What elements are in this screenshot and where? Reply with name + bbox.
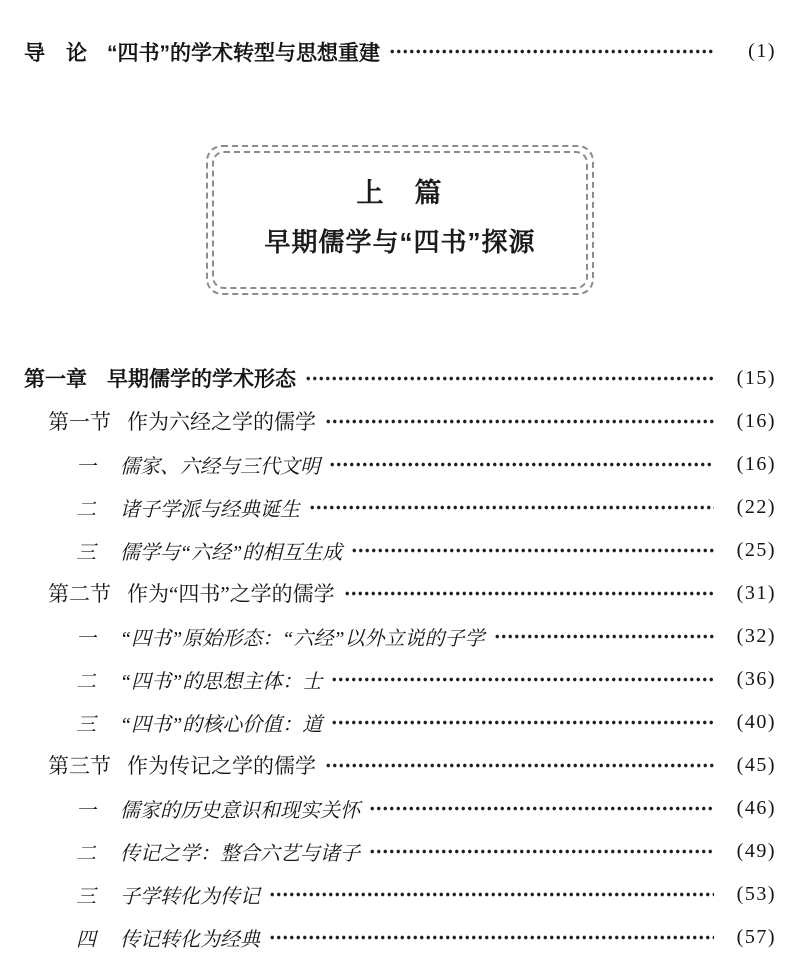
toc-entry-label: 四 [76, 928, 96, 951]
dot-leader [269, 873, 714, 916]
toc-entry-label: 三 [76, 885, 96, 908]
toc-entry-label: 二 [76, 670, 96, 693]
toc-entry [24, 572, 776, 615]
toc-entry-page: (40) [736, 710, 776, 733]
toc-entry-page: (22) [736, 495, 776, 518]
toc-entry-label: 一 [76, 627, 96, 650]
toc-entry-label: 三 [76, 541, 96, 564]
toc-entry-title: “四书”的核心价值：道 [120, 713, 323, 736]
toc-entry-title: 儒家、六经与三代文明 [120, 455, 320, 478]
toc-entry [24, 443, 776, 486]
toc-entry-title: 作为“四书”之学的儒学 [127, 582, 335, 607]
dot-leader [309, 486, 714, 529]
toc-entry-page: (46) [736, 796, 776, 819]
dot-leader [269, 916, 714, 959]
toc-list [24, 357, 776, 959]
toc-entry-intro [24, 30, 776, 73]
toc-entry-title: “四书”原始形态：“六经”以外立说的子学 [120, 627, 485, 650]
toc-entry-page: (16) [736, 409, 776, 432]
part-title: 上 篇 [356, 178, 444, 208]
dot-leader [331, 701, 714, 744]
toc-entry [24, 873, 776, 916]
toc-entry-page: (32) [736, 624, 776, 647]
toc-entry [24, 615, 776, 658]
toc-entry [24, 658, 776, 701]
toc-entry [24, 787, 776, 830]
toc-entry-title: 子学转化为传记 [120, 885, 260, 908]
toc-entry [24, 916, 776, 959]
toc-entry-title: 早期儒学的学术形态 [107, 368, 296, 392]
part-box [212, 151, 588, 289]
toc-entry [24, 400, 776, 443]
toc-entry-title: “四书”的思想主体：士 [120, 670, 323, 693]
toc-entry-title: “四书”的学术转型与思想重建 [107, 41, 380, 65]
dot-leader [331, 658, 714, 701]
toc-entry-page: (45) [736, 753, 776, 776]
dot-leader [325, 400, 714, 443]
part-subtitle: 早期儒学与“四书”探源 [264, 227, 536, 258]
toc-entry [24, 744, 776, 787]
toc-entry-page: (16) [736, 452, 776, 475]
dot-leader [369, 830, 714, 873]
dot-leader [344, 572, 714, 615]
dot-leader [351, 529, 714, 572]
toc-entry-page: (25) [736, 538, 776, 561]
toc-entry-page: (15) [736, 366, 776, 389]
toc-entry [24, 357, 776, 400]
toc-entry-title: 作为六经之学的儒学 [127, 410, 316, 435]
toc-entry-title: 诸子学派与经典诞生 [120, 498, 300, 521]
toc-entry-label: 导 论 [24, 41, 87, 65]
toc-entry-title: 传记之学：整合六艺与诸子 [120, 842, 360, 865]
dot-leader [369, 787, 714, 830]
toc-entry-page: (31) [736, 581, 776, 604]
toc-entry-title: 儒家的历史意识和现实关怀 [120, 799, 360, 822]
toc-entry-label: 一 [76, 455, 96, 478]
toc-entry-title: 儒学与“六经”的相互生成 [120, 541, 343, 564]
toc-entry-page: (57) [736, 925, 776, 948]
dot-leader [494, 615, 715, 658]
toc-entry-label: 三 [76, 713, 96, 736]
toc-entry [24, 529, 776, 572]
dot-leader [305, 357, 714, 400]
part-box-border [206, 145, 594, 295]
part-box-wrapper [24, 145, 776, 295]
toc-entry [24, 486, 776, 529]
toc-entry-label: 二 [76, 842, 96, 865]
toc-entry-label: 第一章 [24, 368, 87, 392]
toc-entry-page: (53) [736, 882, 776, 905]
toc-entry [24, 701, 776, 744]
toc-entry-page: (36) [736, 667, 776, 690]
toc-entry [24, 830, 776, 873]
dot-leader [325, 744, 714, 787]
dot-leader [329, 443, 714, 486]
toc-entry-title: 传记转化为经典 [120, 928, 260, 951]
toc-entry-page: (1) [748, 40, 776, 62]
toc-entry-label: 第二节 [48, 582, 111, 607]
toc-entry-page: (49) [736, 839, 776, 862]
toc-entry-label: 一 [76, 799, 96, 822]
toc-entry-label: 二 [76, 498, 96, 521]
dot-leader [389, 30, 714, 73]
toc-entry-title: 作为传记之学的儒学 [127, 754, 316, 779]
toc-entry-label: 第一节 [48, 410, 111, 435]
toc-entry-label: 第三节 [48, 754, 111, 779]
